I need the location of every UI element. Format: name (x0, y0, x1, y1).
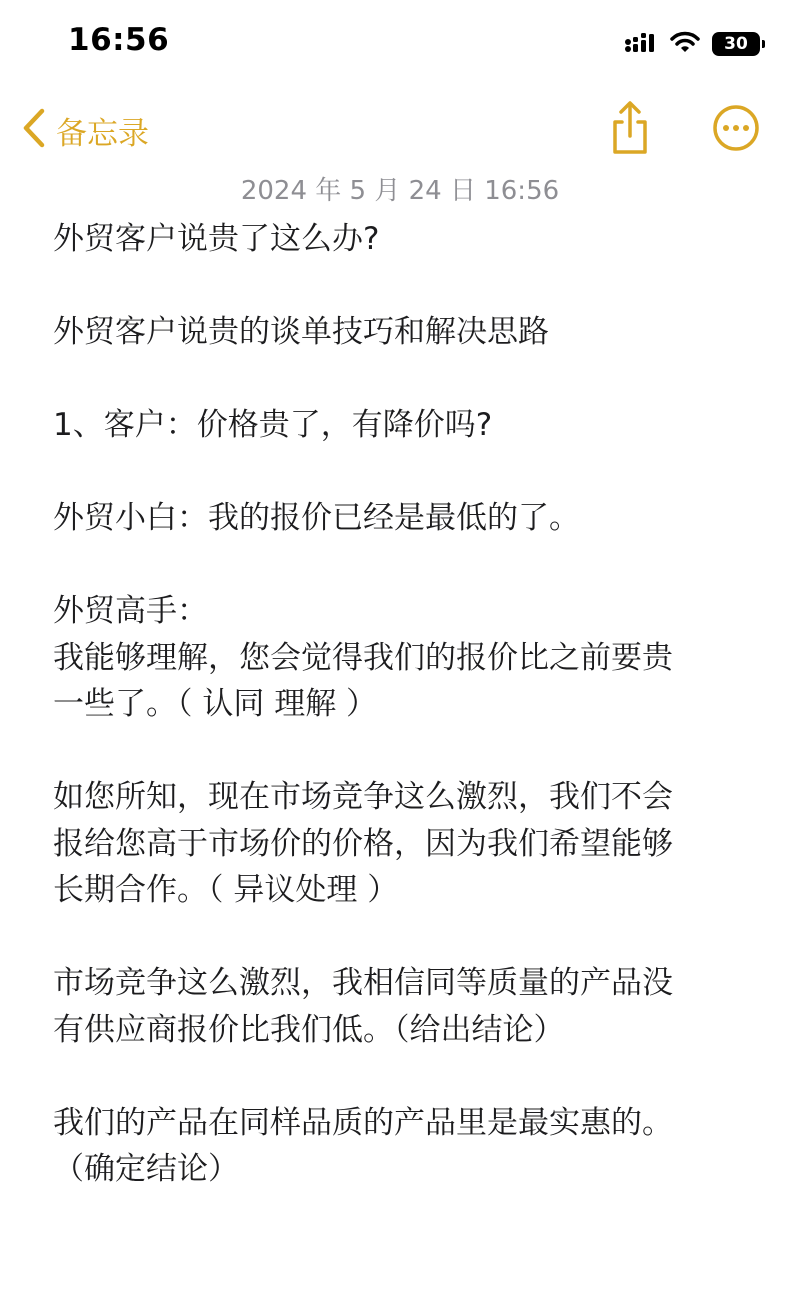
nav-bar (0, 96, 800, 164)
status-indicators (624, 30, 760, 58)
status-bar (0, 0, 800, 88)
wifi-icon (670, 31, 700, 57)
note-line (53, 914, 753, 961)
note-line (53, 263, 753, 310)
note-line: 外贸高手： (53, 593, 208, 629)
chevron-left-icon (22, 108, 46, 152)
note-body[interactable] (53, 216, 753, 1193)
note-line: 外贸客户说贵的谈单技巧和解决思路 (53, 314, 549, 350)
note-line: 长期合作。（ 异议处理 ） (53, 872, 399, 908)
note-line: 外贸客户说贵了这么办? (53, 221, 380, 257)
more-button[interactable] (712, 104, 760, 152)
back-button[interactable] (22, 104, 149, 156)
note-line (53, 356, 753, 403)
note-line: 报给您高于市场价的价格，因为我们希望能够 (53, 825, 673, 862)
battery-nub (762, 40, 765, 48)
note-line: 我能够理解，您会觉得我们的报价比之前要贵 (53, 639, 673, 676)
ellipsis-circle-icon (712, 137, 760, 156)
back-button-label: 备忘录 (56, 115, 149, 152)
note-line (53, 542, 753, 589)
status-time: 16:56 (68, 22, 170, 58)
note-line: 外贸小白：我的报价已经是最低的了。 (53, 500, 580, 536)
battery-level: 30 (724, 34, 748, 54)
note-line: 1、客户：价格贵了，有降价吗? (53, 407, 493, 443)
note-line: 如您所知，现在市场竞争这么激烈，我们不会 (53, 779, 673, 815)
note-date: 2024 年 5 月 24 日 16:56 (240, 176, 560, 206)
note-line: 我们的产品在同样品质的产品里是最实惠的。 (53, 1104, 673, 1141)
note-line: 一些了。（ 认同 理解 ） (53, 686, 378, 722)
cellular-signal-icon (624, 31, 658, 57)
share-button[interactable] (606, 100, 654, 156)
note-line (53, 728, 753, 775)
battery-icon (712, 32, 760, 56)
note-line (53, 1053, 753, 1100)
note-line: 有供应商报价比我们低。（给出结论） (53, 1011, 565, 1048)
note-line (53, 449, 753, 496)
share-icon (606, 141, 654, 160)
note-line: 市场竞争这么激烈，我相信同等质量的产品没 (53, 965, 673, 1001)
note-line: （确定结论） (53, 1151, 239, 1187)
